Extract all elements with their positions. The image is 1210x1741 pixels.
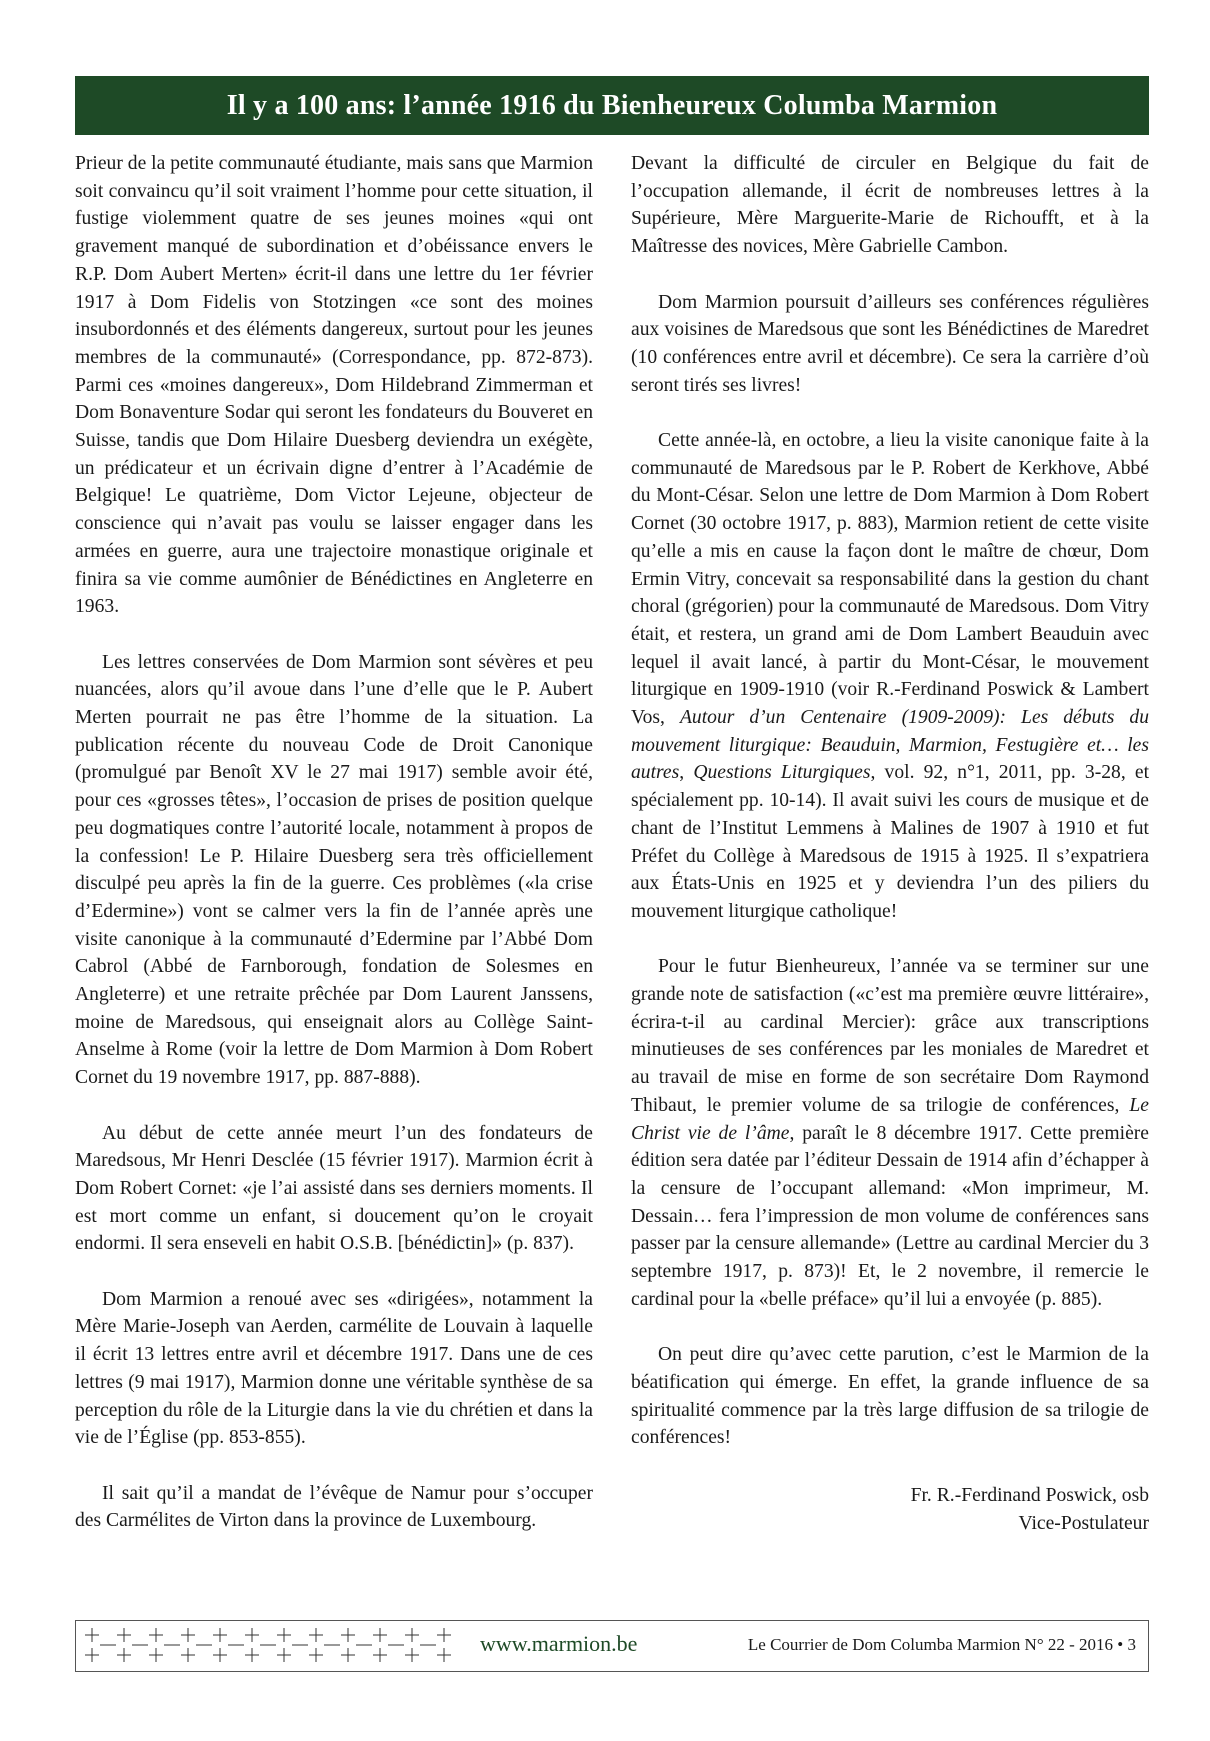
paragraph: [631, 427, 1149, 926]
paragraph: Il sait qu’il a mandat de l’évêque de Namur pour s’occuper des Carmélites de Virton dans la province de Luxembourg.: [75, 1482, 593, 1532]
text-run: Pour le futur Bienheureux, l’année va se terminer sur une grande note de satisfaction («c’est ma première œuvre littéraire», écrira-t-il au cardinal Mercier): grâce aux transcriptions minutieuses de ses conférences par les moniales de Maredret et au travail de mise en forme de son secrétaire Dom Raymond Thibaut, le premier volume de sa trilogie de conférences,: [631, 956, 1149, 1116]
text-run: ,: [679, 762, 694, 784]
signature-role: Vice-Postulateur: [1018, 1512, 1149, 1534]
paragraph: Dom Marmion poursuit d’ailleurs ses conférences régulières aux voisines de Maredsous que sont les Bénédictines de Maredret (10 conférences entre avril et décembre). Ce sera la carrière d’où seront tirés ses livres!: [631, 291, 1149, 396]
paragraph: Prieur de la petite communauté étudiante, mais sans que Marmion soit convaincu qu’il soit vraiment l’homme pour cette situation, il fustige violemment quatre de ses jeunes moines «qui ont gravement manqué de subordination et d’obéissance envers le R.P. Dom Aubert Merten» écrit-il dans une lettre du 1er février 1917 à Dom Fidelis von Stotzingen «ce sont des moines insubordonnés et des éléments dangereux, surtout pour les jeunes membres de la communauté» (Correspondance, pp. 872-873). Parmi ces «moines dangereux», Dom Hildebrand Zimmerman et Dom Bonaventure Sodar qui seront les fondateurs du Bouveret en Suisse, tandis que Dom Hilaire Duesberg deviendra un exégète, un prédicateur et un écrivain digne d’entrer à l’Académie de Belgique! Le quatrième, Dom Victor Lejeune, objecteur de conscience qui n’avait pas voulu se laisser engager dans les armées en guerre, aura une trajectoire monastique originale et finira sa vie comme aumônier de Bénédictines en Angleterre en 1963.: [75, 153, 594, 618]
page-footer: [75, 1620, 1149, 1672]
left-column: [75, 150, 593, 1563]
paragraph: [631, 953, 1149, 1313]
website-link[interactable]: www.marmion.be: [480, 1631, 638, 1656]
book-title: Le Christ vie de l’âme: [631, 1094, 1149, 1144]
text-run: Cette année-là, en octobre, a lieu la visite canonique faite à la communauté de Maredsous par le P. Robert de Kerkhove, Abbé du Mont-César. Selon une lettre de Dom Marmion à Dom Robert Cornet (30 octobre 1917, p. 883), Marmion retient de cette visite qu’elle a mis en cause la façon dont le maître de chœur, Dom Ermin Vitry, concevait sa responsabilité dans la gestion du chant choral (grégorien) pour la communauté de Maredsous. Dom Vitry était, et restera, un grand ami de Dom Lambert Beauduin avec lequel il avait lancé, à partir du Mont-César, le mouvement liturgique en 1909-1910 (voir R.-Ferdinand Poswick & Lambert Vos,: [631, 430, 1149, 729]
cross-ornament-icon: [78, 1623, 478, 1667]
publication-info: Le Courrier de Dom Columba Marmion N° 22 - 2016 • 3: [747, 1635, 1136, 1654]
signature-name: Fr. R.-Ferdinand Poswick, osb: [910, 1484, 1149, 1506]
article-title: Il y a 100 ans: l’année 1916 du Bienheureux Columba Marmion: [226, 89, 998, 121]
paragraph: Dom Marmion a renoué avec ses «dirigées», notamment la Mère Marie-Joseph van Aerden, carmélite de Louvain à laquelle il écrit 13 lettres entre avril et décembre 1917. Dans une de ces lettres (9 mai 1917), Marmion donne une véritable synthèse de sa perception du rôle de la Liturgie dans la vie du chrétien et dans la vie de l’Église (pp. 853-855).: [75, 1288, 593, 1449]
article-title-banner: [75, 76, 1149, 135]
signature-block: [631, 1482, 1149, 1537]
text-run: , paraît le 8 décembre 1917. Cette première édition sera datée par l’éditeur Dessain de 1914 afin d’échapper à la censure de l’occupant allemand: «Mon imprimeur, M. Dessain… fera l’impression de mon volume de conférences sans passer par la censure allemande» (Lettre au cardinal Mercier du 3 septembre 1917, p. 873)! Et, le 2 novembre, il remercie le cardinal pour la «belle préface» qu’il lui a envoyée (p. 885).: [631, 1122, 1149, 1310]
journal-title: Questions Liturgiques: [693, 762, 871, 784]
book-title: Autour d’un Centenaire (1909-2009): Les débuts du mouvement liturgique: Beauduin, Marmion, Festugière et… les autres: [631, 707, 1149, 784]
paragraph: Devant la difficulté de circuler en Belgique du fait de l’occupation allemande, il écrit de nombreuses lettres à la Supérieure, Mère Marguerite-Marie de Richoufft, et à la Maîtresse des novices, Mère Gabrielle Cambon.: [631, 153, 1149, 258]
article-body: [75, 150, 1149, 1620]
text-run: , vol. 92, n°1, 2011, pp. 3-28, et spécialement pp. 10-14). Il avait suivi les cours de musique et de chant de l’Institut Lemmens à Malines de 1907 à 1910 et fut Préfet du Collège à Maredsous de 1915 à 1925. Il s’expatriera aux États-Unis en 1925 et y deviendra l’un des piliers du mouvement liturgique catholique!: [631, 762, 1150, 922]
paragraph: Les lettres conservées de Dom Marmion sont sévères et peu nuancées, alors qu’il avoue dans l’une d’elle que le P. Aubert Merten pourrait ne pas être l’homme de la situation. La publication récente du nouveau Code de Droit Canonique (promulgué par Benoît XV le 27 mai 1917) semble avoir été, pour ces «grosses têtes», l’occasion de prises de position quelque peu dogmatiques contre l’autorité locale, notamment à propos de la confession! Le P. Hilaire Duesberg sera très officiellement disculpé peu après la fin de la guerre. Ces problèmes («la crise d’Edermine») vont se calmer vers la fin de l’année après une visite canonique à la communauté d’Edermine par l’Abbé Dom Cabrol (Abbé de Farnborough, fondation de Solesmes en Angleterre) et une retraite prêchée par Dom Laurent Janssens, moine de Maredsous, qui enseignait alors au Collège Saint-Anselme à Rome (voir la lettre de Dom Marmion à Dom Robert Cornet du 19 novembre 1917, pp. 887-888).: [75, 651, 593, 1089]
paragraph: Au début de cette année meurt l’un des fondateurs de Maredsous, Mr Henri Desclée (15 février 1917). Marmion écrit à Dom Robert Cornet: «je l’ai assisté dans ses derniers moments. Il est mort comme un enfant, si doucement qu’on le croyait endormi. Il sera enseveli en habit O.S.B. [bénédictin]» (p. 837).: [75, 1122, 593, 1255]
right-column: [631, 150, 1149, 1537]
paragraph: On peut dire qu’avec cette parution, c’est le Marmion de la béatification qui émerge. En effet, la grande influence de sa spiritualité commence par la très large diffusion de sa trilogie de conférences!: [631, 1344, 1149, 1449]
